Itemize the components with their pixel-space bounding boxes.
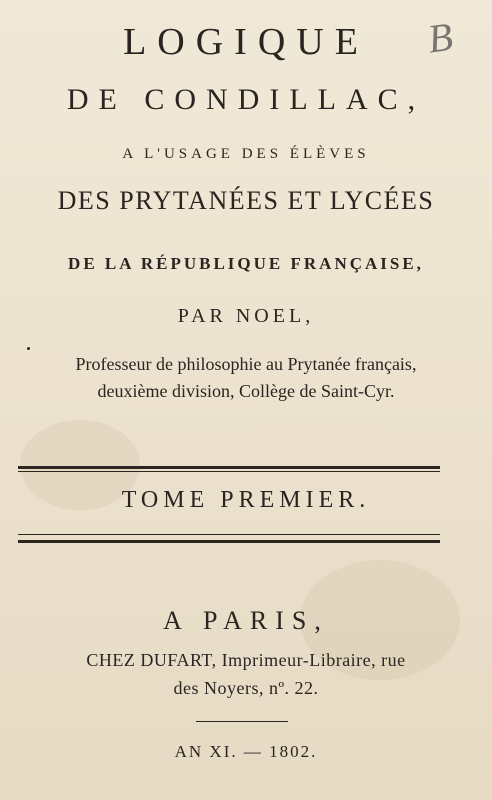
professor-line-2: deuxième division, Collège de Saint-Cyr. bbox=[97, 381, 395, 401]
republic-line: DE LA RÉPUBLIQUE FRANÇAISE, bbox=[68, 254, 424, 273]
professor-line-1: Professeur de philosophie au Prytanée français, bbox=[75, 354, 417, 374]
usage-line: A L'USAGE DES ÉLÈVES bbox=[122, 146, 370, 162]
by-line: PAR NOEL, bbox=[177, 305, 315, 327]
volume-line: TOME PREMIER. bbox=[121, 487, 371, 513]
handwritten-mark: B bbox=[424, 13, 456, 62]
rule-top-thick bbox=[18, 466, 440, 469]
rule-top-thin bbox=[18, 471, 440, 472]
publisher-line-2: des Noyers, nº. 22. bbox=[173, 678, 319, 698]
rule-bottom-thin bbox=[18, 534, 440, 535]
rule-bottom-thick bbox=[18, 540, 440, 543]
institutions-line: DES PRYTANÉES ET LYCÉES bbox=[57, 186, 435, 215]
author-line: DE CONDILLAC, bbox=[66, 83, 426, 116]
publisher-line-1: CHEZ DUFART, Imprimeur-Libraire, rue bbox=[86, 650, 406, 670]
date-line: AN XI. — 1802. bbox=[174, 742, 318, 761]
city-line: A PARIS, bbox=[163, 606, 329, 635]
book-title: LOGIQUE bbox=[123, 21, 369, 63]
ink-dot bbox=[27, 347, 30, 350]
short-rule bbox=[196, 721, 288, 722]
